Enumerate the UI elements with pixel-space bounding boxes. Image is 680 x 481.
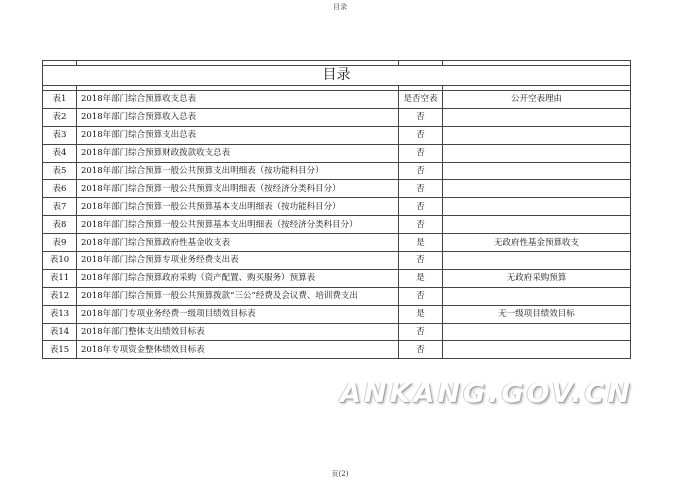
row-empty-reason bbox=[443, 287, 631, 305]
table-row bbox=[43, 198, 631, 216]
row-table-name: 2018年部门综合预算政府采购（资产配置、购买服务）预算表 bbox=[77, 269, 399, 287]
row-number: 表7 bbox=[43, 198, 77, 216]
row-number: 表13 bbox=[43, 305, 77, 323]
row-table-name: 2018年部门综合预算财政拨款收支总表 bbox=[77, 144, 399, 162]
table-row bbox=[43, 341, 631, 359]
row-number: 表3 bbox=[43, 126, 77, 144]
row-empty-reason: 无一级项目绩效目标 bbox=[443, 305, 631, 323]
table-title: 目录 bbox=[43, 66, 631, 86]
table-row bbox=[43, 108, 631, 126]
row-table-name: 2018年部门综合预算收支总表 bbox=[77, 91, 399, 109]
row-empty-reason bbox=[443, 341, 631, 359]
row-empty-reason: 无政府采购预算 bbox=[443, 269, 631, 287]
row-empty-reason bbox=[443, 108, 631, 126]
row-number: 表9 bbox=[43, 234, 77, 252]
table-row bbox=[43, 216, 631, 234]
row-number: 表1 bbox=[43, 91, 77, 109]
table-row bbox=[43, 162, 631, 180]
row-empty-flag: 否 bbox=[399, 341, 443, 359]
row-empty-reason bbox=[443, 126, 631, 144]
row-empty-reason bbox=[443, 198, 631, 216]
row-empty-flag: 否 bbox=[399, 323, 443, 341]
row-table-name: 2018年部门综合预算一般公共预算基本支出明细表（按功能科目分） bbox=[77, 198, 399, 216]
row-table-name: 2018年专项资金整体绩效目标表 bbox=[77, 341, 399, 359]
row-number: 表12 bbox=[43, 287, 77, 305]
running-header: 目录 bbox=[333, 3, 347, 11]
table-row bbox=[43, 180, 631, 198]
row-empty-flag: 否 bbox=[399, 144, 443, 162]
row-empty-reason bbox=[443, 162, 631, 180]
row-empty-reason bbox=[443, 323, 631, 341]
row-table-name: 2018年部门综合预算一般公共预算拨款“三公”经费及会议费、培训费支出 bbox=[77, 287, 399, 305]
row-empty-flag: 否 bbox=[399, 108, 443, 126]
row-table-name: 2018年部门综合预算支出总表 bbox=[77, 126, 399, 144]
row-number: 表2 bbox=[43, 108, 77, 126]
column-header-reason: 公开空表理由 bbox=[443, 91, 631, 109]
row-table-name: 2018年部门综合预算收入总表 bbox=[77, 108, 399, 126]
table-row bbox=[43, 323, 631, 341]
table-row bbox=[43, 234, 631, 252]
row-empty-flag: 否 bbox=[399, 180, 443, 198]
row-number: 表4 bbox=[43, 144, 77, 162]
row-empty-reason bbox=[443, 180, 631, 198]
row-table-name: 2018年部门综合预算一般公共预算支出明细表（按功能科目分） bbox=[77, 162, 399, 180]
table-row bbox=[43, 269, 631, 287]
table-row bbox=[43, 144, 631, 162]
row-empty-reason: 无政府性基金预算收支 bbox=[443, 234, 631, 252]
row-empty-reason bbox=[443, 144, 631, 162]
row-empty-flag: 否 bbox=[399, 252, 443, 270]
column-header-empty-table: 是否空表 bbox=[399, 91, 443, 109]
row-table-name: 2018年部门整体支出绩效目标表 bbox=[77, 323, 399, 341]
row-number: 表14 bbox=[43, 323, 77, 341]
row-empty-flag: 否 bbox=[399, 216, 443, 234]
row-empty-flag: 否 bbox=[399, 198, 443, 216]
contents-table bbox=[42, 60, 631, 359]
row-number: 表8 bbox=[43, 216, 77, 234]
row-number: 表15 bbox=[43, 341, 77, 359]
row-empty-flag: 是 bbox=[399, 234, 443, 252]
row-empty-flag: 否 bbox=[399, 162, 443, 180]
table-row bbox=[43, 287, 631, 305]
site-watermark: ANKANG.GOV.CN bbox=[340, 378, 633, 409]
row-empty-flag: 否 bbox=[399, 287, 443, 305]
row-table-name: 2018年部门综合预算一般公共预算支出明细表（按经济分类科目分） bbox=[77, 180, 399, 198]
row-empty-reason bbox=[443, 216, 631, 234]
table-row bbox=[43, 252, 631, 270]
row-empty-reason bbox=[443, 252, 631, 270]
row-table-name: 2018年部门综合预算一般公共预算基本支出明细表（按经济分类科目分） bbox=[77, 216, 399, 234]
table-row bbox=[43, 91, 631, 109]
title-row bbox=[43, 66, 631, 86]
row-number: 表6 bbox=[43, 180, 77, 198]
table-row bbox=[43, 126, 631, 144]
row-number: 表11 bbox=[43, 269, 77, 287]
row-empty-flag: 是 bbox=[399, 269, 443, 287]
page-number: 页(2) bbox=[331, 470, 349, 478]
row-number: 表5 bbox=[43, 162, 77, 180]
table-row bbox=[43, 305, 631, 323]
row-empty-flag: 是 bbox=[399, 305, 443, 323]
row-table-name: 2018年部门综合预算专项业务经费支出表 bbox=[77, 252, 399, 270]
row-table-name: 2018年部门专项业务经费一级项目绩效目标表 bbox=[77, 305, 399, 323]
row-number: 表10 bbox=[43, 252, 77, 270]
row-empty-flag: 否 bbox=[399, 126, 443, 144]
row-table-name: 2018年部门综合预算政府性基金收支表 bbox=[77, 234, 399, 252]
